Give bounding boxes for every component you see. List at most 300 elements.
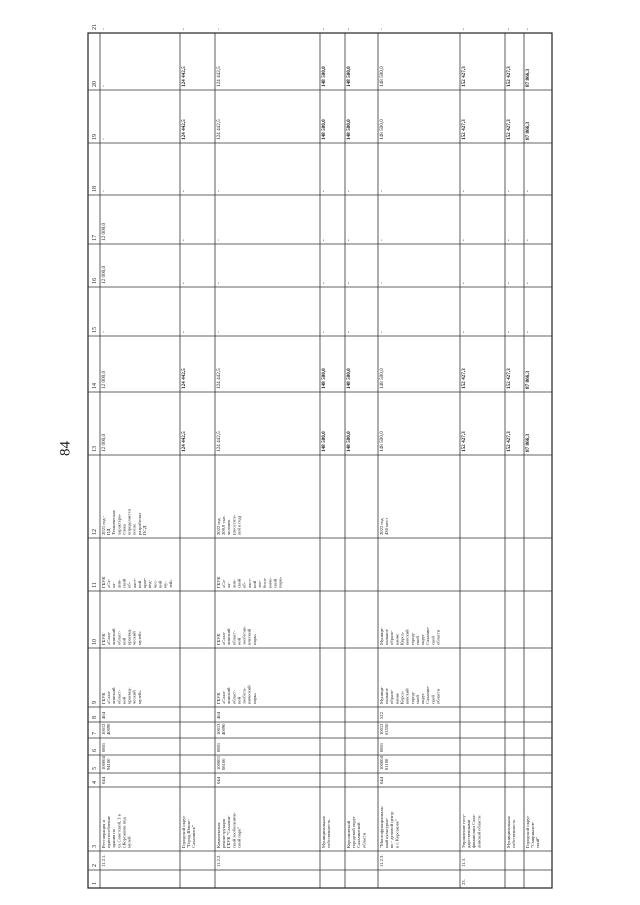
cell-r0-c14 xyxy=(101,370,107,389)
text-line: 124 442,5 xyxy=(181,66,188,87)
text-line: - xyxy=(379,239,386,241)
text-line: 124 442,5 xyxy=(216,119,223,140)
cell-r6-c19 xyxy=(461,119,467,140)
text-line: пальное xyxy=(383,629,389,645)
text-line: Городской округ xyxy=(180,815,186,848)
text-line: - xyxy=(321,190,328,192)
cell-r5-c21 xyxy=(379,28,385,30)
text-line: - xyxy=(101,138,108,140)
cell-r5-c14 xyxy=(379,368,385,389)
cell-r8-c15 xyxy=(525,331,531,333)
text-line: - xyxy=(181,239,188,241)
cell-r0-c13 xyxy=(101,433,107,452)
text-line: ический xyxy=(246,628,252,645)
text-line: 40090 xyxy=(220,723,226,735)
text-line: кий xyxy=(157,580,163,588)
text-line: ниче- xyxy=(267,577,273,588)
cell-r3-c14 xyxy=(321,368,327,389)
cell-r0-c12 xyxy=(101,508,147,535)
text-line: 12 000,0 xyxy=(101,370,108,389)
cell-r1-c19 xyxy=(181,119,187,140)
text-line: ковский xyxy=(404,688,410,704)
cell-r2-c2 xyxy=(216,855,221,867)
text-line: краевед- xyxy=(126,628,132,645)
text-line: ческий xyxy=(131,631,137,645)
cell-r0-c11 xyxy=(101,576,173,588)
cell-r8-c20 xyxy=(525,68,531,87)
cell-r0-c15 xyxy=(101,331,107,333)
cell-r0-c21 xyxy=(101,28,107,30)
text-line: 21 xyxy=(92,24,98,30)
cell-r0-c9 xyxy=(101,687,142,704)
text-line: - xyxy=(379,28,386,30)
text-line: Муниципальная xyxy=(505,816,511,848)
text-line: - xyxy=(525,282,532,284)
text-line: - xyxy=(525,28,532,30)
cell-r2-c10 xyxy=(216,625,257,645)
text-line: Муниципальная xyxy=(320,816,326,848)
text-line: 124 442,5 xyxy=(216,431,223,452)
text-line: 0801 xyxy=(378,742,384,752)
text-line: - xyxy=(461,331,468,333)
text-line: 23. xyxy=(460,879,466,885)
cell-r4-c16 xyxy=(346,282,352,284)
cell-r5-c2 xyxy=(379,855,384,867)
cell-r5-c16 xyxy=(379,282,385,284)
column-number-18 xyxy=(92,186,98,192)
cell-r6-c20 xyxy=(461,66,467,87)
cell-r8-c21 xyxy=(525,28,531,30)
cell-r6-c18 xyxy=(461,190,467,192)
cell-r3-c13 xyxy=(321,431,327,452)
text-line: «Са- xyxy=(220,579,226,588)
text-line: - xyxy=(506,331,513,333)
cell-r4-c21 xyxy=(346,28,352,30)
text-line: 81100 xyxy=(383,758,389,770)
text-line: - xyxy=(181,282,188,284)
text-line: линский xyxy=(226,687,232,704)
cell-r6-c16 xyxy=(461,282,467,284)
text-line: ПСД xyxy=(142,525,148,535)
text-line: - xyxy=(216,239,223,241)
text-line: зоо- xyxy=(257,580,263,588)
text-line: - xyxy=(346,28,353,30)
cell-r3-c15 xyxy=(321,331,327,333)
text-line: 152 427,3 xyxy=(461,431,468,452)
text-line: 148 500,0 xyxy=(321,119,328,140)
cell-r5-c15 xyxy=(379,331,385,333)
text-line: бота- xyxy=(262,577,268,588)
column-number-7 xyxy=(92,732,98,735)
cell-r1-c13 xyxy=(181,431,187,452)
text-line: 152 427,3 xyxy=(461,119,468,140)
text-line: 152 427,3 xyxy=(506,431,513,452)
text-line: образо- xyxy=(389,630,395,645)
text-line: ской xyxy=(430,636,436,645)
text-line: 10012 xyxy=(378,723,384,735)
text-line: ГБУК xyxy=(215,633,221,645)
cell-r4-c20 xyxy=(346,66,352,87)
column-number-2 xyxy=(92,864,98,867)
cell-r7-c14 xyxy=(506,368,512,389)
text-line: приспособление xyxy=(105,816,111,848)
text-line: 8 xyxy=(92,716,98,719)
column-number-10 xyxy=(92,639,98,645)
text-line: 044 xyxy=(378,777,384,784)
cell-r4-c17 xyxy=(346,239,352,241)
text-line: 12 xyxy=(92,529,98,535)
text-line: му- xyxy=(162,581,168,588)
text-line: "Смирныхов- xyxy=(529,821,535,848)
cell-r2-c9 xyxy=(216,685,257,704)
text-line: чес- xyxy=(152,579,158,588)
text-line: 464 xyxy=(215,712,221,719)
cell-r7-c21 xyxy=(506,28,512,30)
text-line: музей» xyxy=(136,690,142,704)
text-line: 6 xyxy=(92,749,98,752)
text-line: - xyxy=(181,28,188,30)
text-line: - xyxy=(321,28,328,30)
column-number-6 xyxy=(92,749,98,752)
text-line: нический xyxy=(246,685,252,704)
text-line: - xyxy=(321,239,328,241)
column-number-14 xyxy=(92,383,98,389)
cell-r3-c17 xyxy=(321,239,327,241)
text-line: 11 xyxy=(92,582,98,588)
text-line: вание xyxy=(394,692,400,704)
text-line: ский парк" xyxy=(236,826,242,848)
cell-r4-c13 xyxy=(346,431,352,452)
text-line: парк» xyxy=(251,692,257,704)
cell-r0-c18 xyxy=(101,190,107,192)
text-line: парк» xyxy=(251,633,257,645)
text-line: - xyxy=(181,190,188,192)
cell-r8-c13 xyxy=(525,433,531,452)
text-line: ной xyxy=(121,696,127,704)
column-number-3 xyxy=(92,845,98,848)
text-line: 148 500,0 xyxy=(321,368,328,389)
text-line: ский xyxy=(121,578,127,588)
text-line: «Саха- xyxy=(105,631,111,645)
text-line: «Саха- xyxy=(105,690,111,704)
text-line: 0801 xyxy=(100,742,106,752)
text-line: 17 xyxy=(92,235,98,241)
text-line: «Саха- xyxy=(220,631,226,645)
text-line: 148 500,0 xyxy=(379,119,386,140)
column-number-5 xyxy=(92,767,98,770)
text-line: ский" xyxy=(535,836,541,848)
text-line: линский xyxy=(111,628,117,645)
text-line: 2021 год - xyxy=(100,515,106,535)
text-line: 18 xyxy=(92,186,98,192)
cell-r0-c3 xyxy=(101,813,132,848)
text-line: 9 xyxy=(92,701,98,704)
cell-r4-c19 xyxy=(346,119,352,140)
text-line: 430 мест xyxy=(383,517,389,535)
cell-r7-c3 xyxy=(506,815,516,848)
cell-r2-c15 xyxy=(216,331,222,333)
text-line: 3 xyxy=(92,845,98,848)
text-line: 148 500,0 xyxy=(346,66,353,87)
cell-r2-c11 xyxy=(216,576,283,588)
text-line: ласт- xyxy=(131,578,137,588)
column-number-20 xyxy=(92,81,98,87)
text-line: ГБУК xyxy=(215,576,221,588)
text-line: Реставрация и xyxy=(100,820,106,848)
cell-r0-c16 xyxy=(101,265,107,284)
cell-r5-c8 xyxy=(379,711,384,719)
text-line: 2 xyxy=(92,864,98,867)
cell-r3-c18 xyxy=(321,190,327,192)
text-line: 152 427,3 xyxy=(461,368,468,389)
text-line: ский xyxy=(272,578,278,588)
cell-r1-c16 xyxy=(181,282,187,284)
text-line: ской xyxy=(414,695,420,704)
cell-r5-c6 xyxy=(379,742,384,752)
text-line: ной xyxy=(236,696,242,704)
text-line: 11.3. xyxy=(460,857,466,867)
text-line: об- xyxy=(126,581,132,588)
column-number-12 xyxy=(92,529,98,535)
text-line: дарственными xyxy=(465,819,471,848)
text-line: город- xyxy=(409,632,415,645)
cell-r7-c17 xyxy=(506,239,512,241)
text-line: г.Корсакове под xyxy=(121,817,127,848)
cell-r2-c12 xyxy=(216,514,242,535)
text-line: ГБУК xyxy=(100,633,106,645)
text-line: реконструкция xyxy=(220,819,226,848)
text-line: ной xyxy=(251,580,257,588)
cell-r5-c10 xyxy=(379,626,441,645)
text-line: области xyxy=(435,629,441,645)
text-line: ха- xyxy=(226,582,232,588)
text-line: линской области xyxy=(476,815,482,848)
cell-r0-c17 xyxy=(101,222,107,241)
text-line: 124 442,5 xyxy=(181,431,188,452)
column-number-9 xyxy=(92,701,98,704)
text-line: музей xyxy=(126,836,132,848)
column-number-17 xyxy=(92,235,98,241)
text-line: 148 500,0 xyxy=(379,368,386,389)
cell-r1-c20 xyxy=(181,66,187,87)
cell-r5-c4 xyxy=(379,776,384,784)
text-line: - xyxy=(321,331,328,333)
cell-r0-c19 xyxy=(101,138,107,140)
cell-r2-c21 xyxy=(216,28,222,30)
text-line: Корса- xyxy=(399,690,405,704)
text-line: - xyxy=(461,190,468,192)
text-line: 12 000,0 xyxy=(101,433,108,452)
text-line: 11.2.2. xyxy=(215,854,221,867)
text-line: 148 500,0 xyxy=(346,368,353,389)
cell-r2-c4 xyxy=(216,776,221,784)
cell-r2-c17 xyxy=(216,239,222,241)
cell-r6-c21 xyxy=(461,28,467,30)
text-line: - xyxy=(216,190,223,192)
text-line: - xyxy=(216,28,223,30)
cell-r4-c14 xyxy=(346,368,352,389)
text-line: 124 442,5 xyxy=(181,368,188,389)
cell-r7-c20 xyxy=(506,66,512,87)
cell-r0-c5 xyxy=(101,756,111,770)
text-line: 11.2.1. xyxy=(100,854,106,867)
text-line: 5 xyxy=(92,767,98,770)
text-line: 08100 xyxy=(220,758,226,770)
cell-r2-c6 xyxy=(216,742,221,752)
text-line: вание xyxy=(394,633,400,645)
text-line: Корса- xyxy=(399,631,405,645)
text-line: город- xyxy=(409,691,415,704)
text-line: - xyxy=(379,190,386,192)
text-line: ской xyxy=(430,695,436,704)
text-line: - xyxy=(346,331,353,333)
text-line: 40090 xyxy=(105,723,111,735)
text-line: - xyxy=(321,282,328,284)
text-line: ческий xyxy=(131,690,137,704)
text-line: 148 500,0 xyxy=(346,431,353,452)
cell-r3-c3 xyxy=(321,815,331,848)
cell-r2-c3 xyxy=(216,811,242,848)
text-line: Комплексная xyxy=(215,822,221,848)
text-line: зообота- xyxy=(241,687,247,704)
text-line: 15 xyxy=(92,327,98,333)
text-line: Управление госу- xyxy=(460,813,466,848)
text-line: 14 xyxy=(92,383,98,389)
text-line: - xyxy=(346,239,353,241)
cell-r6-c14 xyxy=(461,368,467,389)
column-number-1 xyxy=(92,882,98,885)
cell-r7-c16 xyxy=(506,282,512,284)
cell-r5-c3 xyxy=(379,805,399,848)
text-line: стика xyxy=(121,524,127,535)
text-line: - xyxy=(506,239,513,241)
text-line: крае- xyxy=(142,577,148,588)
cell-r8-c18 xyxy=(525,190,531,192)
text-line: 87 866,3 xyxy=(525,433,532,452)
text-line: округ xyxy=(420,693,426,704)
text-line: ной xyxy=(236,637,242,645)
text-line: 12 000,0 xyxy=(101,222,108,241)
text-line: Техническая xyxy=(111,510,117,535)
text-line: после xyxy=(131,523,137,535)
text-line: в г. Корсакове" xyxy=(394,819,400,848)
column-number-8 xyxy=(92,716,98,719)
text-line: ский xyxy=(236,578,242,588)
column-number-13 xyxy=(92,446,98,452)
text-line: - xyxy=(379,282,386,284)
cell-r0-c20 xyxy=(101,85,107,87)
text-line: ГБУК xyxy=(215,692,221,704)
cell-r2-c5 xyxy=(216,756,226,770)
cell-r0-c7 xyxy=(101,723,111,735)
column-number-21 xyxy=(92,24,98,30)
text-line: Городской округ xyxy=(524,815,530,848)
text-line: человек xyxy=(226,519,232,535)
cell-r2-c19 xyxy=(216,119,222,140)
text-line: - xyxy=(346,190,353,192)
column-number-16 xyxy=(92,278,98,284)
cell-r5-c19 xyxy=(379,119,385,140)
cell-r0-c6 xyxy=(101,742,106,752)
text-line: лин- xyxy=(231,579,237,588)
cell-r3-c19 xyxy=(321,119,327,140)
cell-r5-c12 xyxy=(379,518,389,535)
text-line: собственность xyxy=(325,819,331,848)
text-line: 152 427,3 xyxy=(461,66,468,87)
text-line: ГБУК "Сахалин- xyxy=(226,815,232,848)
cell-r5-c9 xyxy=(379,685,441,704)
cell-r0-c8 xyxy=(101,711,106,719)
text-line: ской xyxy=(414,636,420,645)
text-line: городской округ xyxy=(350,816,356,848)
cell-r4-c3 xyxy=(346,816,366,848)
cell-r6-c15 xyxy=(461,331,467,333)
text-line: Муници- xyxy=(378,627,384,645)
text-line: ский зообоганиче- xyxy=(231,811,237,848)
text-line: 87 866,3 xyxy=(525,68,532,87)
column-number-4 xyxy=(92,781,98,784)
text-line: вед- xyxy=(147,580,153,588)
text-line: 209,9 тыс. xyxy=(220,515,226,535)
text-line: "Город Южно- xyxy=(185,819,191,848)
text-line: области xyxy=(361,832,367,848)
cell-r7-c18 xyxy=(506,190,512,192)
column-number-11 xyxy=(92,582,98,588)
text-line: характери- xyxy=(116,513,122,535)
text-line: - xyxy=(506,28,513,30)
cell-r8-c14 xyxy=(525,370,531,389)
text-line: 10 xyxy=(92,639,98,645)
text-line: 100004 xyxy=(378,756,384,770)
text-line: - xyxy=(525,190,532,192)
text-line: 152 427,3 xyxy=(506,66,513,87)
text-line: - xyxy=(525,239,532,241)
text-line: во - деловой центр xyxy=(389,811,395,848)
cell-r1-c21 xyxy=(181,28,187,30)
cell-r6-c2 xyxy=(461,858,466,867)
text-line: област- xyxy=(116,689,122,704)
cell-r2-c7 xyxy=(216,723,226,735)
text-line: 522 xyxy=(378,712,384,719)
text-line: музей» xyxy=(136,631,142,645)
text-line: 13 xyxy=(92,446,98,452)
cell-r2-c8 xyxy=(216,711,221,719)
text-line: 16 xyxy=(92,278,98,284)
text-line: 12 000,0 xyxy=(101,265,108,284)
text-line: пальное xyxy=(383,688,389,704)
text-line: «Саха- xyxy=(220,690,226,704)
text-line: 100003 xyxy=(215,756,221,770)
text-line: - xyxy=(216,282,223,284)
table-grid xyxy=(88,33,552,888)
text-line: 044 xyxy=(100,777,106,784)
text-line: Сахалин- xyxy=(425,685,431,704)
text-line: парк» xyxy=(277,576,283,588)
text-line: 464 xyxy=(100,712,106,719)
text-line: - xyxy=(101,190,108,192)
text-line: 10012 xyxy=(100,723,106,735)
text-line: ул.Советской, 3 в xyxy=(116,814,122,848)
text-line: образо- xyxy=(389,689,395,704)
text-line: - xyxy=(101,28,108,30)
text-line: ласт- xyxy=(246,578,252,588)
cell-r4-c18 xyxy=(346,190,352,192)
text-line: - xyxy=(461,28,468,30)
text-line: Сахалинск" xyxy=(191,825,197,848)
text-line: здания по xyxy=(111,828,117,848)
text-line: - xyxy=(346,282,353,284)
text-line: 148 500,0 xyxy=(379,431,386,452)
